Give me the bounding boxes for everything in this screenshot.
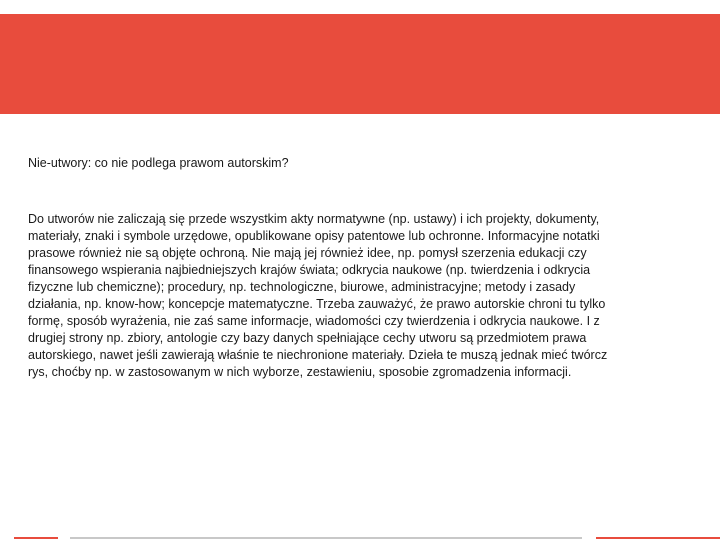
- body-line: Do utworów nie zaliczają się przede wszystkim akty normatywne (np. ustawy) i ich projekty, dokumenty,: [28, 212, 600, 226]
- body-line: finansowego wspierania najbiedniejszych krajów świata; odkrycia naukowe (np. twierdzenia i odkrycia: [28, 263, 591, 277]
- footer-accent-line-right: [596, 537, 720, 539]
- body-line: prasowe również nie są objęte ochroną. Nie mają jej również idee, np. pomysł szerzenia edukacji czy: [28, 246, 587, 260]
- footer-accent-line-left: [14, 537, 58, 539]
- header-band: [0, 14, 720, 114]
- body-line: materiały, znaki i symbole urzędowe, opublikowane opisy patentowe lub ochronne. Informacyjne notatki: [28, 229, 600, 243]
- footer-divider-line: [70, 537, 582, 539]
- slide-title: Nie-utwory: co nie podlega prawom autorskim?: [28, 156, 289, 170]
- body-line: drugiej strony np. zbiory, antologie czy bazy danych spełniające cechy utworu są przedmiotem prawa: [28, 331, 587, 345]
- slide-body: [28, 211, 720, 381]
- body-line: działania, np. know-how; koncepcje matematyczne. Trzeba zauważyć, że prawo autorskie chroni tu tylko: [28, 297, 606, 311]
- body-line: autorskiego, nawet jeśli zawierają właśnie te niechronione materiały. Dzieła te muszą jednak mieć twórcz: [28, 348, 608, 362]
- body-line: formę, sposób wyrażenia, nie zaś same informacje, wiadomości czy twierdzenia i odkrycia naukowe. I z: [28, 314, 600, 328]
- body-line: fizyczne lub chemiczne); procedury, np. technologiczne, biurowe, administracyjne; metody i zasady: [28, 280, 576, 294]
- body-line: rys, choćby np. w zastosowanym w nich wyborze, zestawieniu, sposobie zgromadzenia informacji.: [28, 365, 572, 379]
